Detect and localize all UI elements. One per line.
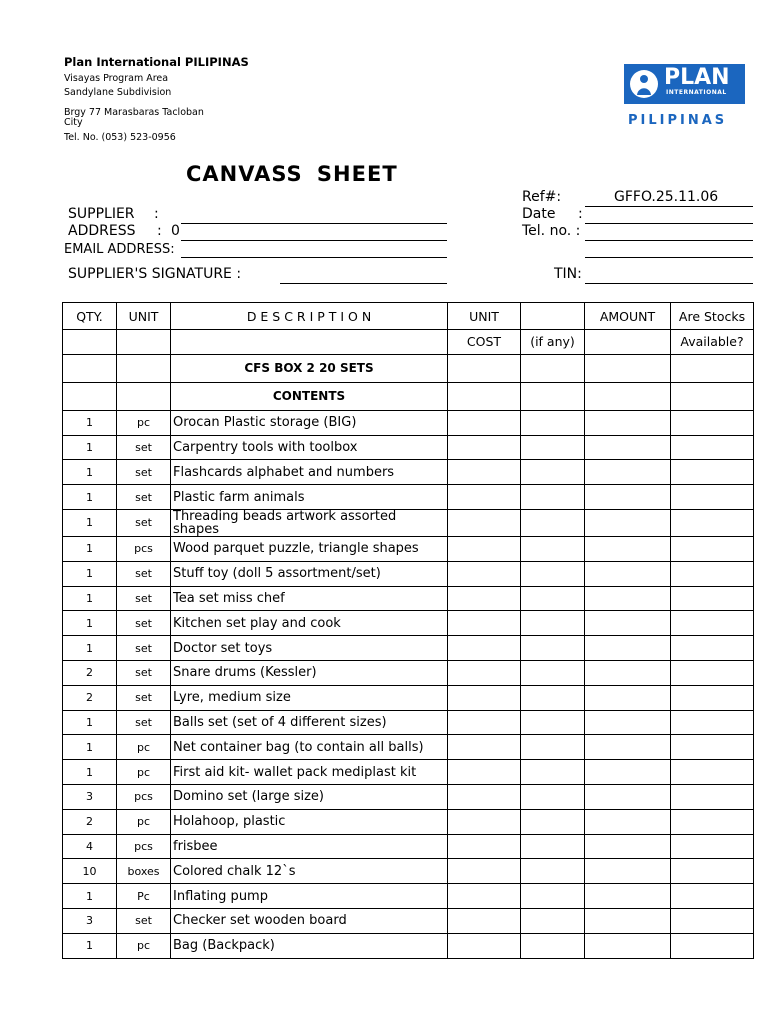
amount-cell[interactable] <box>585 435 671 460</box>
unit-cost-cell[interactable] <box>448 435 521 460</box>
if-any-cell[interactable] <box>521 509 585 536</box>
supplier-colon: : <box>154 206 159 222</box>
stocks-available-cell[interactable] <box>671 561 754 586</box>
header-stocks: Are Stocks <box>671 303 754 330</box>
unit-cell: set <box>117 509 171 536</box>
logo-country: PILIPINAS <box>628 113 728 128</box>
amount-cell[interactable] <box>585 536 671 561</box>
header2-description <box>171 330 448 355</box>
description-cell: frisbee <box>171 834 448 859</box>
if-any-cell[interactable] <box>521 410 585 435</box>
qty-cell: 1 <box>63 611 117 636</box>
unit-cost-cell[interactable] <box>448 586 521 611</box>
unit-cost-cell[interactable] <box>448 933 521 958</box>
date-label: Date <box>522 206 556 222</box>
description-cell: Flashcards alphabet and numbers <box>171 460 448 485</box>
amount-cell[interactable] <box>585 685 671 710</box>
unit-cell: boxes <box>117 859 171 884</box>
unit-cell: set <box>117 561 171 586</box>
description-cell: Domino set (large size) <box>171 784 448 809</box>
unit-cell: set <box>117 460 171 485</box>
qty-cell: 1 <box>63 410 117 435</box>
address-line: City <box>64 117 83 128</box>
qty-cell: 1 <box>63 460 117 485</box>
description-cell: Colored chalk 12`s <box>171 859 448 884</box>
if-any-cell[interactable] <box>521 760 585 785</box>
description-cell: Inflating pump <box>171 884 448 909</box>
tel-label: Tel. no. : <box>522 223 581 239</box>
amount-cell[interactable] <box>585 636 671 661</box>
signature-label: SUPPLIER'S SIGNATURE : <box>68 266 242 282</box>
unit-cost-cell[interactable] <box>448 660 521 685</box>
unit-cost-cell[interactable] <box>448 834 521 859</box>
header-row-2 <box>63 330 754 355</box>
amount-cell[interactable] <box>585 660 671 685</box>
date-field[interactable] <box>585 223 753 224</box>
stocks-available-cell[interactable] <box>671 884 754 909</box>
empty-cell <box>521 382 585 410</box>
amount-cell[interactable] <box>585 410 671 435</box>
empty-cell <box>448 354 521 382</box>
amount-cell[interactable] <box>585 760 671 785</box>
address-line: Tel. No. (053) 523-0956 <box>64 132 176 143</box>
unit-cell: pc <box>117 809 171 834</box>
description-cell: Tea set miss chef <box>171 586 448 611</box>
qty-cell: 3 <box>63 908 117 933</box>
logo-international-text: INTERNATIONAL <box>666 89 727 96</box>
table-row <box>63 933 754 958</box>
empty-cell <box>521 354 585 382</box>
table-row <box>63 536 754 561</box>
amount-cell[interactable] <box>585 561 671 586</box>
table-row <box>63 460 754 485</box>
address-colon: : <box>157 223 162 239</box>
unit-cell: set <box>117 586 171 611</box>
unit-cell: pc <box>117 735 171 760</box>
if-any-cell[interactable] <box>521 636 585 661</box>
qty-cell: 1 <box>63 435 117 460</box>
table-row <box>63 809 754 834</box>
unit-cost-cell[interactable] <box>448 735 521 760</box>
unit-cost-cell[interactable] <box>448 859 521 884</box>
address-line: Visayas Program Area <box>64 73 169 84</box>
unit-cost-cell[interactable] <box>448 561 521 586</box>
address-line: Brgy 77 Marasbaras Tacloban <box>64 107 204 118</box>
unit-cell: pcs <box>117 834 171 859</box>
unit-cost-cell[interactable] <box>448 611 521 636</box>
logo-plan-text: PLAN <box>664 65 730 90</box>
table-row <box>63 735 754 760</box>
unit-cost-cell[interactable] <box>448 685 521 710</box>
unit-cost-cell[interactable] <box>448 636 521 661</box>
if-any-cell[interactable] <box>521 660 585 685</box>
qty-cell: 1 <box>63 509 117 536</box>
table-row <box>63 908 754 933</box>
stocks-available-cell[interactable] <box>671 760 754 785</box>
header-row <box>63 303 754 330</box>
stocks-available-cell[interactable] <box>671 485 754 510</box>
supplier-field[interactable] <box>181 223 447 224</box>
unit-cell: set <box>117 611 171 636</box>
table-row <box>63 760 754 785</box>
empty-cell <box>585 382 671 410</box>
empty-cell <box>63 382 117 410</box>
qty-cell: 1 <box>63 933 117 958</box>
header-description: D E S C R I P T I O N <box>171 303 448 330</box>
table-row <box>63 509 754 536</box>
if-any-cell[interactable] <box>521 561 585 586</box>
amount-cell[interactable] <box>585 908 671 933</box>
unit-cell: pc <box>117 410 171 435</box>
table-row <box>63 636 754 661</box>
if-any-cell[interactable] <box>521 809 585 834</box>
unit-cell: Pc <box>117 884 171 909</box>
email-label: EMAIL ADDRESS: <box>64 242 175 257</box>
stocks-available-cell[interactable] <box>671 509 754 536</box>
qty-cell: 1 <box>63 636 117 661</box>
if-any-cell[interactable] <box>521 784 585 809</box>
qty-cell: 4 <box>63 834 117 859</box>
if-any-cell[interactable] <box>521 611 585 636</box>
if-any-cell[interactable] <box>521 834 585 859</box>
ref-value: GFFO.25.11.06 <box>614 189 719 205</box>
description-cell: Plastic farm animals <box>171 485 448 510</box>
description-cell: Stuff toy (doll 5 assortment/set) <box>171 561 448 586</box>
header-blank <box>521 303 585 330</box>
amount-cell[interactable] <box>585 809 671 834</box>
description-cell: Lyre, medium size <box>171 685 448 710</box>
stocks-available-cell[interactable] <box>671 410 754 435</box>
plan-logo <box>624 64 745 104</box>
qty-cell: 1 <box>63 735 117 760</box>
if-any-cell[interactable] <box>521 685 585 710</box>
header2-cost: COST <box>448 330 521 355</box>
unit-cell: set <box>117 685 171 710</box>
unit-cost-cell[interactable] <box>448 710 521 735</box>
ref-label: Ref#: <box>522 189 562 205</box>
unit-cell: set <box>117 710 171 735</box>
if-any-cell[interactable] <box>521 908 585 933</box>
stocks-available-cell[interactable] <box>671 859 754 884</box>
table-row <box>63 611 754 636</box>
table-row <box>63 710 754 735</box>
date-colon: : <box>578 206 583 222</box>
description-cell: Bag (Backpack) <box>171 933 448 958</box>
amount-cell[interactable] <box>585 485 671 510</box>
header2-if-any: (if any) <box>521 330 585 355</box>
if-any-cell[interactable] <box>521 460 585 485</box>
description-cell: Carpentry tools with toolbox <box>171 435 448 460</box>
org-name: Plan International PILIPINAS <box>64 55 249 69</box>
unit-cost-cell[interactable] <box>448 884 521 909</box>
table-row <box>63 561 754 586</box>
amount-cell[interactable] <box>585 834 671 859</box>
unit-cost-cell[interactable] <box>448 908 521 933</box>
amount-cell[interactable] <box>585 884 671 909</box>
unit-cell: set <box>117 636 171 661</box>
qty-cell: 1 <box>63 586 117 611</box>
unit-cell: set <box>117 485 171 510</box>
table-row <box>63 435 754 460</box>
header2-available: Available? <box>671 330 754 355</box>
qty-cell: 1 <box>63 485 117 510</box>
unit-cell: set <box>117 660 171 685</box>
empty-cell <box>671 354 754 382</box>
empty-cell <box>448 382 521 410</box>
unit-cell: pcs <box>117 784 171 809</box>
description-cell: Wood parquet puzzle, triangle shapes <box>171 536 448 561</box>
unit-cost-cell[interactable] <box>448 760 521 785</box>
empty-cell <box>117 382 171 410</box>
stocks-available-cell[interactable] <box>671 536 754 561</box>
unit-cost-cell[interactable] <box>448 485 521 510</box>
if-any-cell[interactable] <box>521 485 585 510</box>
table-row <box>63 485 754 510</box>
stocks-available-cell[interactable] <box>671 685 754 710</box>
plan-person-icon <box>630 70 658 98</box>
amount-cell[interactable] <box>585 460 671 485</box>
table-row <box>63 660 754 685</box>
empty-cell <box>671 382 754 410</box>
empty-cell <box>117 354 171 382</box>
unit-cell: set <box>117 435 171 460</box>
qty-cell: 2 <box>63 685 117 710</box>
section-subtitle: CONTENTS <box>171 382 448 410</box>
email-field[interactable] <box>181 257 447 258</box>
unit-cell: pc <box>117 933 171 958</box>
stocks-available-cell[interactable] <box>671 834 754 859</box>
signature-field[interactable] <box>280 283 447 284</box>
header-amount: AMOUNT <box>585 303 671 330</box>
stocks-available-cell[interactable] <box>671 586 754 611</box>
amount-cell[interactable] <box>585 933 671 958</box>
unit-cost-cell[interactable] <box>448 460 521 485</box>
address-value: 0 <box>171 223 180 239</box>
description-cell: Balls set (set of 4 different sizes) <box>171 710 448 735</box>
if-any-cell[interactable] <box>521 710 585 735</box>
description-cell: Threading beads artwork assorted shapes <box>171 509 448 536</box>
amount-cell[interactable] <box>585 611 671 636</box>
table-row <box>63 685 754 710</box>
if-any-cell[interactable] <box>521 859 585 884</box>
header-unit-cost: UNIT <box>448 303 521 330</box>
qty-cell: 3 <box>63 784 117 809</box>
stocks-available-cell[interactable] <box>671 636 754 661</box>
table-row <box>63 834 754 859</box>
if-any-cell[interactable] <box>521 933 585 958</box>
qty-cell: 2 <box>63 809 117 834</box>
stocks-available-cell[interactable] <box>671 660 754 685</box>
ref-field[interactable] <box>585 206 753 207</box>
amount-cell[interactable] <box>585 586 671 611</box>
stocks-available-cell[interactable] <box>671 933 754 958</box>
if-any-cell[interactable] <box>521 586 585 611</box>
amount-cell[interactable] <box>585 710 671 735</box>
stocks-available-cell[interactable] <box>671 460 754 485</box>
header2-qty <box>63 330 117 355</box>
empty-cell <box>585 354 671 382</box>
qty-cell: 1 <box>63 561 117 586</box>
if-any-cell[interactable] <box>521 435 585 460</box>
description-cell: Kitchen set play and cook <box>171 611 448 636</box>
stocks-available-cell[interactable] <box>671 908 754 933</box>
unit-cost-cell[interactable] <box>448 410 521 435</box>
if-any-cell[interactable] <box>521 884 585 909</box>
header-qty: QTY. <box>63 303 117 330</box>
amount-cell[interactable] <box>585 735 671 760</box>
table-row <box>63 884 754 909</box>
address-line: Sandylane Subdivision <box>64 87 172 98</box>
qty-cell: 10 <box>63 859 117 884</box>
stocks-available-cell[interactable] <box>671 710 754 735</box>
unit-cell: pcs <box>117 536 171 561</box>
table-row <box>63 859 754 884</box>
stocks-available-cell[interactable] <box>671 809 754 834</box>
amount-cell[interactable] <box>585 859 671 884</box>
stocks-available-cell[interactable] <box>671 784 754 809</box>
address-field[interactable] <box>181 240 447 241</box>
if-any-cell[interactable] <box>521 735 585 760</box>
description-cell: Holahoop, plastic <box>171 809 448 834</box>
table-row <box>63 586 754 611</box>
address-label: ADDRESS <box>68 223 136 239</box>
description-cell: Snare drums (Kessler) <box>171 660 448 685</box>
table-row <box>63 784 754 809</box>
description-cell: Net container bag (to contain all balls) <box>171 735 448 760</box>
tel-field-2[interactable] <box>585 257 753 258</box>
header-unit: UNIT <box>117 303 171 330</box>
header2-amount <box>585 330 671 355</box>
amount-cell[interactable] <box>585 509 671 536</box>
section-title-row <box>63 354 754 382</box>
stocks-available-cell[interactable] <box>671 735 754 760</box>
unit-cost-cell[interactable] <box>448 809 521 834</box>
page-title: CANVASS SHEET <box>186 162 398 186</box>
tel-field[interactable] <box>585 240 753 241</box>
empty-cell <box>63 354 117 382</box>
qty-cell: 1 <box>63 760 117 785</box>
supplier-label: SUPPLIER <box>68 206 135 222</box>
description-cell: First aid kit- wallet pack mediplast kit <box>171 760 448 785</box>
description-cell: Checker set wooden board <box>171 908 448 933</box>
table-row <box>63 410 754 435</box>
canvass-table <box>62 302 754 959</box>
description-cell: Orocan Plastic storage (BIG) <box>171 410 448 435</box>
section-subtitle-row <box>63 382 754 410</box>
unit-cost-cell[interactable] <box>448 509 521 536</box>
unit-cell: set <box>117 908 171 933</box>
unit-cost-cell[interactable] <box>448 784 521 809</box>
unit-cell: pc <box>117 760 171 785</box>
stocks-available-cell[interactable] <box>671 611 754 636</box>
qty-cell: 1 <box>63 710 117 735</box>
amount-cell[interactable] <box>585 784 671 809</box>
qty-cell: 1 <box>63 536 117 561</box>
section-title: CFS BOX 2 20 SETS <box>171 354 448 382</box>
tin-field[interactable] <box>585 283 753 284</box>
header2-unit <box>117 330 171 355</box>
qty-cell: 2 <box>63 660 117 685</box>
description-cell: Doctor set toys <box>171 636 448 661</box>
stocks-available-cell[interactable] <box>671 435 754 460</box>
unit-cost-cell[interactable] <box>448 536 521 561</box>
qty-cell: 1 <box>63 884 117 909</box>
tin-label: TIN: <box>554 266 582 282</box>
if-any-cell[interactable] <box>521 536 585 561</box>
